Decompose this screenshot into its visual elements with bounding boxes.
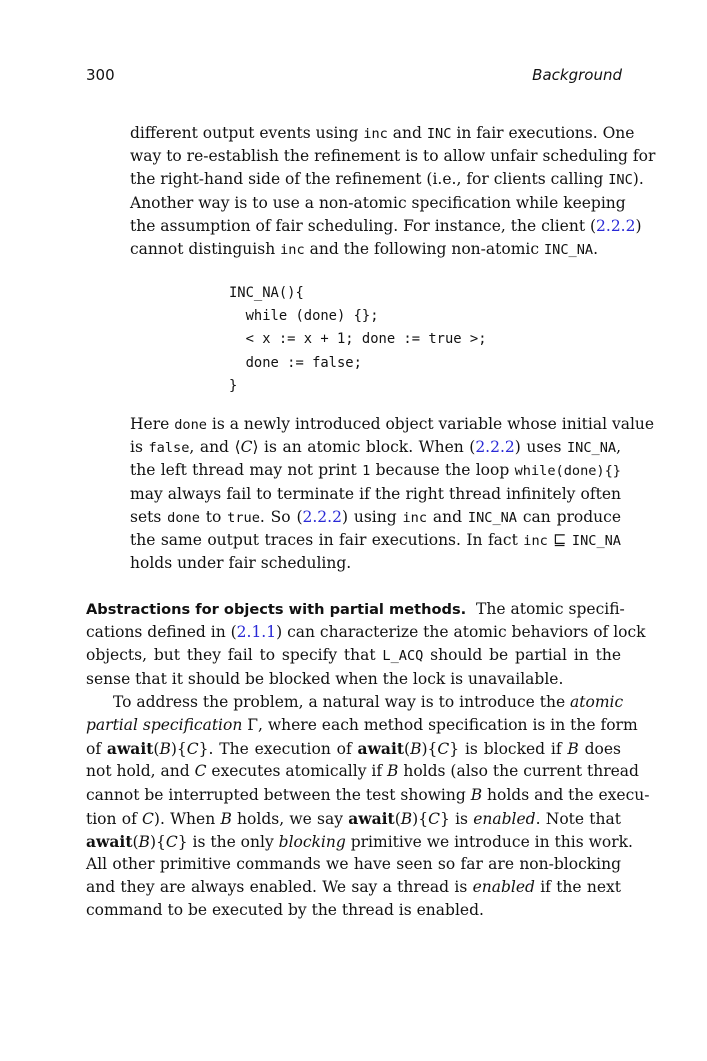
- p2-line-6: tion of C). When B holds, we say await(B){C} is enabled. Note that: [86, 808, 621, 828]
- section-line-2: cations defined in (2.1.1) can characterize the atomic behaviors of lock: [86, 623, 646, 642]
- code-line: INC_NA(){: [229, 285, 304, 301]
- after-line-5: sets done to true. So (2.2.2) using inc and INC_NA can produce: [130, 507, 622, 526]
- p2-line-7: await(B){C} is the only blocking primitive we introduce in this work.: [86, 831, 633, 851]
- intro-line-6: cannot distinguish inc and the following non-atomic INC_NA.: [130, 239, 598, 258]
- p2-line-5: cannot be interrupted between the test showing B holds and the execu-: [86, 785, 650, 804]
- code-line: while (done) {};: [229, 308, 379, 325]
- after-line-3: the left thread may not print 1 because the loop while(done){}: [130, 461, 621, 480]
- p2-line-2: partial specification Γ, where each method specification is in the form: [86, 715, 638, 734]
- equation-ref-link[interactable]: 2.2.2: [475, 438, 515, 457]
- code-line: }: [229, 377, 238, 394]
- p2-line-3: of await(B){C}. The execution of await(B){C} is blocked if B does: [86, 739, 622, 759]
- intro-line-5: the assumption of fair scheduling. For instance, the client (2.2.2): [130, 216, 642, 235]
- after-line-6: the same output traces in fair executions. In fact inc ⊑ INC_NA: [130, 530, 621, 549]
- code-listing: [229, 282, 487, 398]
- p2-line-9: and they are always enabled. We say a thread is enabled if the next: [86, 878, 621, 897]
- equation-ref-link[interactable]: 2.2.2: [596, 216, 636, 235]
- running-head: Background: [532, 66, 622, 84]
- intro-line-2: way to re-establish the refinement is to allow unfair scheduling for: [130, 147, 656, 166]
- after-line-1: Here done is a newly introduced object variable whose initial value: [130, 415, 655, 433]
- after-code-paragraph: [130, 413, 655, 575]
- page-header: [86, 66, 622, 90]
- equation-ref-link[interactable]: 2.2.2: [302, 507, 342, 526]
- p2-line-4: not hold, and C executes atomically if B holds (also the current thread: [86, 762, 639, 781]
- p2-line-8: All other primitive commands we have seen so far are non-blocking: [86, 855, 621, 874]
- p2-line-1: To address the problem, a natural way is to introduce the atomic: [113, 692, 624, 711]
- after-line-7: holds under fair scheduling.: [130, 554, 352, 573]
- after-line-2: is false, and ⟨C⟩ is an atomic block. When (2.2.2) uses INC_NA,: [130, 438, 621, 457]
- section-line-4: sense that it should be blocked when the lock is unavailable.: [86, 669, 564, 688]
- intro-line-4: Another way is to use a non-atomic specification while keeping: [130, 193, 626, 212]
- intro-line-3: the right-hand side of the refinement (i.e., for clients calling INC).: [130, 170, 644, 189]
- intro-line-1: different output events using inc and INC in fair executions. One: [130, 124, 635, 142]
- code-line: < x := x + 1; done := true >;: [229, 331, 487, 348]
- intro-paragraph: [130, 122, 656, 261]
- equation-ref-link[interactable]: 2.1.1: [236, 623, 277, 642]
- section-partial-methods: [86, 598, 650, 923]
- section-line-1: Abstractions for objects with partial methods. The atomic specifi-: [86, 600, 625, 618]
- code-line: done := false;: [229, 354, 362, 371]
- section-heading: Abstractions for objects with partial methods.: [86, 601, 467, 618]
- p2-line-10: command to be executed by the thread is enabled.: [86, 901, 484, 920]
- section-line-3: objects, but they fail to specify that L_ACQ should be partial in the: [86, 646, 621, 665]
- page-number: 300: [86, 66, 115, 84]
- after-line-4: may always fail to terminate if the right thread infinitely often: [130, 484, 621, 503]
